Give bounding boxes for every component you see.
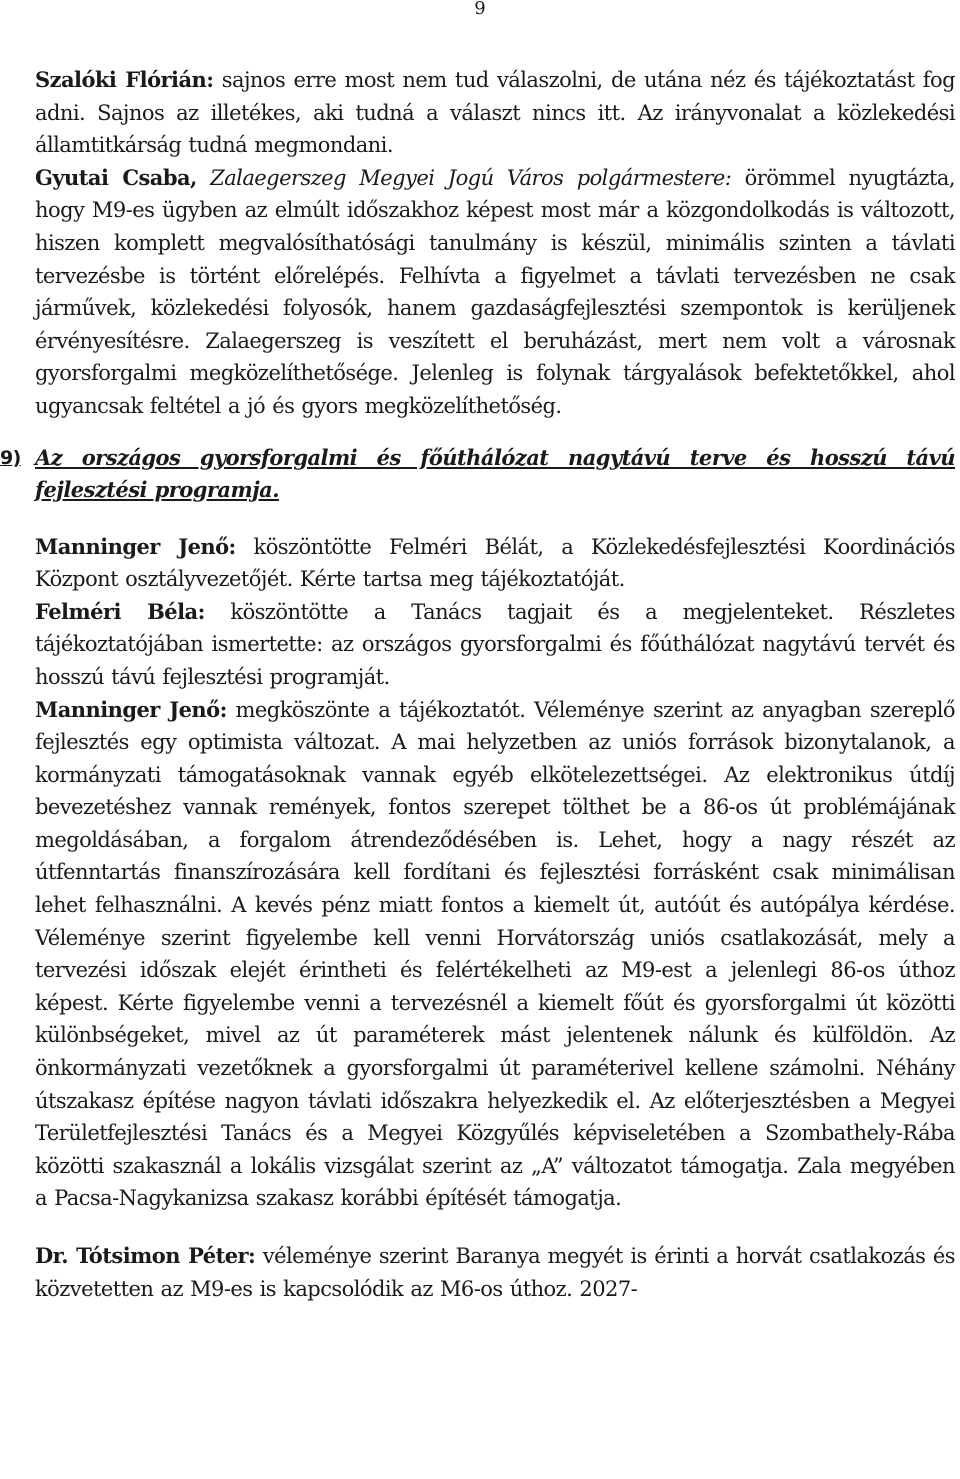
paragraph-text: megköszönte a tájékoztatót. Véleménye szerint az anyagban szereplő fejlesztés egy optimista változat. A mai helyzetben az uniós források bizonytalanok, a kormányzati támogatásoknak vannak egyéb elkötelezettségei. Az elektronikus útdíj bevezetéshez vannak remények, fontos szerepet tölthet be a 86-os út problémájának megoldásában, a forgalom átrendeződésében is. Lehet, hogy a nagy részét az útfenntartás finanszírozására kell fordítani és fejlesztési forrásként csak minimálisan lehet felhasználni. A kevés pénz miatt fontos a kiemelt út, autóút és autópálya kérdése. Véleménye szerint figyelembe kell venni Horvátország uniós csatlakozását, mely a tervezési időszak elejét érintheti és felértékelheti az M9-est a jelenlegi 86-os úthoz képest. Kérte figyelembe venni a tervezésnél a kiemelt főút és gyorsforgalmi út közötti különbségeket, mivel az út paraméterek mást jelentenek nálunk és külföldön. Az önkormányzati vezetőknek a gyorsforgalmi út paraméterivel kellene számolni. Néhány útszakasz építése nagyon távlati időszakra helyezkedik el. Az előterjesztésben a Megyei Területfejlesztési Tanács és a Megyei Közgyűlés képviseletében a Szombathely-Rába közötti szakasznál a lokális vizsgálat szerint az „A” változatot támogatja. Zala megyében a Pacsa-Nagykanizsa szakasz korábbi építését támogatja. [35, 697, 955, 1211]
paragraph-gap [35, 1215, 955, 1240]
document-body [0, 64, 955, 1305]
paragraph-gyutai [35, 162, 955, 423]
agenda-number: 9) [0, 446, 21, 469]
speaker-name: Gyutai Csaba, [35, 164, 197, 190]
paragraph-totsimon [35, 1240, 955, 1305]
paragraph-text: köszöntötte a Tanács tagjait és a megjelenteket. Részletes tájékoztatójában ismertette: az országos gyorsforgalmi és főúthálózat nagytávú tervét és hosszú távú fejlesztési programját. [35, 599, 955, 689]
paragraph-manninger-1 [35, 531, 955, 596]
agenda-title: Az országos gyorsforgalmi és főúthálózat nagytávú terve és hosszú távú fejlesztési programja. [35, 444, 955, 502]
speaker-name: Dr. Tótsimon Péter: [35, 1243, 256, 1268]
speaker-name: Felméri Béla: [35, 598, 205, 624]
agenda-heading [0, 442, 955, 506]
paragraph-text: örömmel nyugtázta, hogy M9-es ügyben az elmúlt időszakhoz képest most már a közgondolkodás is változott, hiszen komplett megvalósíthatósági tanulmány is készül, minimális szinten a távlati tervezésbe is történt előrelépés. Felhívta a figyelmet a távlati tervezésben ne csak járművek, közlekedési folyosók, hanem gazdaságfejlesztési szempontok is kerüljenek érvényesítésre. Zalaegerszeg is veszített el beruházást, mert nem volt a városnak gyorsforgalmi megközelíthetősége. Jelenleg is folynak tárgyalások befektetőkkel, ahol ugyancsak feltétel a jó és gyors megközelíthetőség. [35, 165, 955, 418]
paragraph-text: köszöntötte Felméri Bélát, a Közlekedésfejlesztési Koordinációs Központ osztályvezetőjét. Kérte tartsa meg tájékoztatóját. [35, 534, 955, 592]
paragraph-text: sajnos erre most nem tud válaszolni, de utána néz és tájékoztatást fog adni. Sajnos az illetékes, aki tudná a választ nincs itt. Az irányvonalat a közlekedési államtitkárság tudná megmondani. [35, 68, 955, 158]
speaker-name: Manninger Jenő: [35, 533, 236, 559]
paragraph-text: véleménye szerint Baranya megyét is érinti a horvát csatlakozás és közvetetten az M9-es is kapcsolódik az M6-os úthoz. 2027- [35, 1244, 955, 1301]
speaker-name: Szalóki Flórián: [35, 67, 214, 92]
paragraph-manninger-2 [35, 694, 955, 1216]
speaker-name: Manninger Jenő: [35, 696, 227, 722]
page-number: 9 [474, 0, 486, 19]
speaker-role: Zalaegerszeg Megyei Jogú Város polgármestere: [196, 165, 732, 190]
paragraph-szaloki [35, 64, 955, 162]
paragraph-felmeri [35, 596, 955, 694]
